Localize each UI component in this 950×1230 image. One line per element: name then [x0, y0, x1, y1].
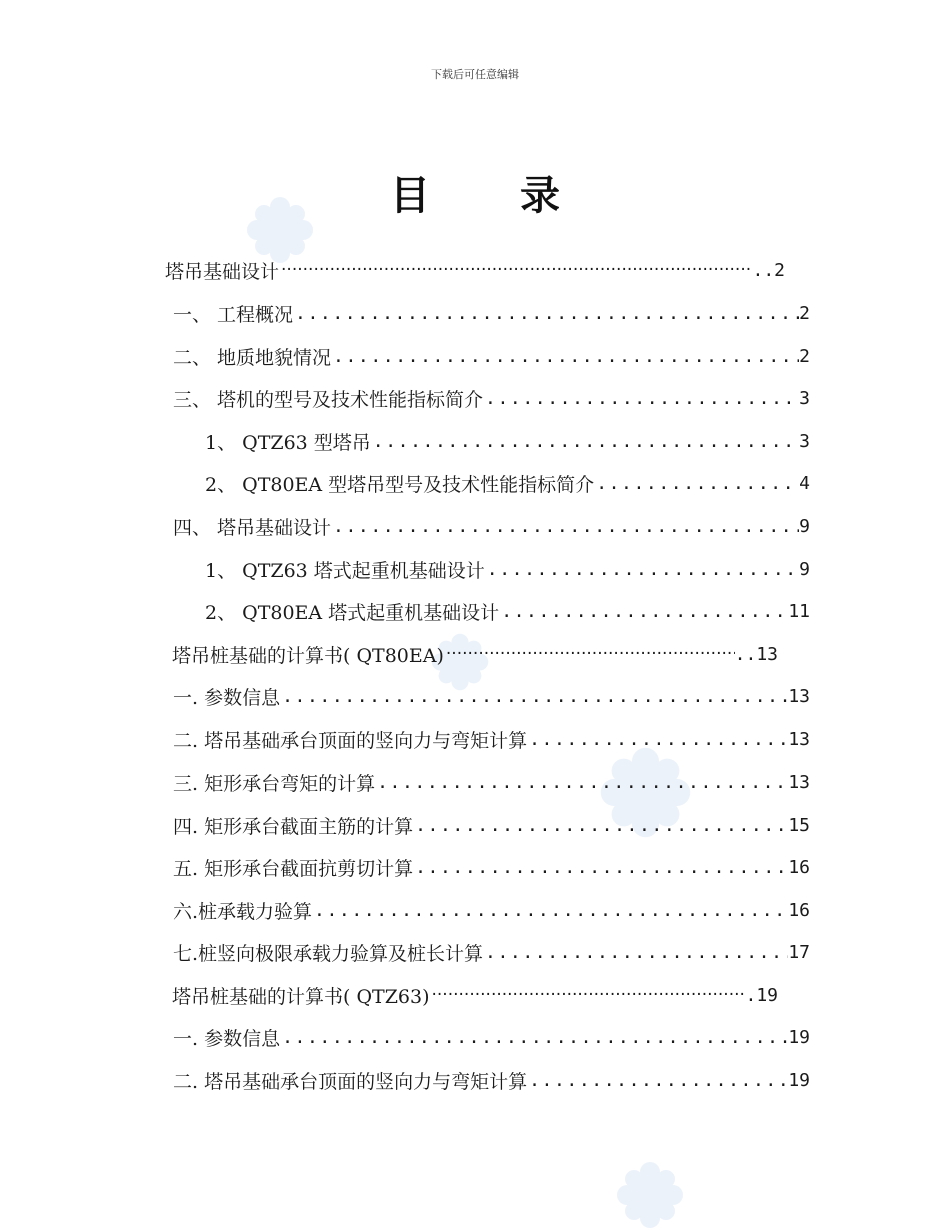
toc-dot-leader [375, 772, 788, 793]
toc-entry-page: 13 [788, 685, 810, 707]
toc-entry-page: 9 [799, 515, 810, 537]
toc-entry[interactable] [205, 552, 810, 586]
toc-entry-page: 3 [799, 387, 810, 409]
toc-entry[interactable] [173, 339, 810, 373]
toc-entry-page: 9 [799, 558, 810, 580]
toc-entry[interactable] [173, 765, 810, 799]
toc-entry-page: 16 [788, 899, 810, 921]
toc-entry[interactable] [173, 381, 810, 415]
toc-entry[interactable] [173, 509, 810, 543]
toc-entry[interactable] [173, 1063, 810, 1097]
toc-entry-label: 2、 QT80EA 塔式起重机基础设计 [205, 601, 500, 624]
toc-entry-label: 塔吊桩基础的计算书( QT80EA) [172, 644, 444, 667]
toc-entry[interactable] [173, 893, 810, 927]
toc-entry-page: 16 [788, 856, 810, 878]
toc-entry-label: 二、 地质地貌情况 [173, 346, 332, 369]
toc-entry[interactable] [173, 850, 810, 884]
toc-entry-label: 1、 QTZ63 塔式起重机基础设计 [205, 559, 485, 582]
toc-entry-label: 七.桩竖向极限承载力验算及桩长计算 [173, 942, 484, 965]
toc-dot-leader [594, 473, 799, 494]
toc-entry-page: ..2 [752, 259, 785, 281]
toc-entry[interactable] [205, 466, 810, 500]
toc-entry[interactable] [173, 1020, 810, 1054]
toc-entry-page: 2 [799, 302, 810, 324]
toc-entry[interactable] [173, 679, 810, 713]
toc-entry-label: 1、 QTZ63 型塔吊 [205, 431, 371, 454]
toc-dot-leader [527, 1070, 788, 1091]
toc-entry-label: 四. 矩形承台截面主筋的计算 [173, 815, 414, 838]
toc-entry[interactable] [173, 808, 810, 842]
toc-entry-label: 六.桩承载力验算 [173, 900, 313, 923]
toc-entry-page: 19 [788, 1069, 810, 1091]
toc-entry-label: 二. 塔吊基础承台顶面的竖向力与弯矩计算 [173, 729, 528, 752]
toc-dot-leader [444, 644, 735, 664]
toc-entry[interactable] [173, 935, 810, 969]
toc-entry[interactable] [172, 978, 778, 1012]
toc-entry-label: 二. 塔吊基础承台顶面的竖向力与弯矩计算 [173, 1070, 528, 1093]
toc-entry-label: 三、 塔机的型号及技术性能指标简介 [173, 388, 484, 411]
toc-dot-leader [331, 516, 799, 537]
toc-dot-leader [371, 431, 799, 452]
toc-entry-page: 3 [799, 430, 810, 452]
toc-entry-page: 4 [799, 472, 810, 494]
toc-dot-leader [293, 303, 799, 324]
toc-entry-page: 11 [788, 600, 810, 622]
toc-entry-page: 13 [788, 771, 810, 793]
toc-entry[interactable] [173, 722, 810, 756]
toc-entry-label: 2、 QT80EA 型塔吊型号及技术性能指标简介 [205, 473, 595, 496]
toc-entry-label: 五. 矩形承台截面抗剪切计算 [173, 857, 414, 880]
toc-dot-leader [280, 1027, 788, 1048]
toc-dot-leader [483, 388, 799, 409]
toc-entry[interactable] [165, 253, 785, 287]
toc-dot-leader [413, 815, 788, 836]
toc-entry-label: 塔吊桩基础的计算书( QTZ63) [172, 985, 430, 1008]
toc-dot-leader [312, 900, 788, 921]
toc-dot-leader [430, 985, 746, 1005]
toc-dot-leader [279, 260, 752, 280]
toc-entry-page: 13 [788, 728, 810, 750]
toc-entry[interactable] [205, 594, 810, 628]
toc-entry[interactable] [172, 637, 778, 671]
toc-dot-leader [331, 346, 799, 367]
watermark-flower-icon [615, 1160, 685, 1230]
toc-entry-label: 一、 工程概况 [173, 303, 294, 326]
toc-entry-page: 17 [788, 941, 810, 963]
toc-entry-page: ..13 [734, 643, 778, 665]
toc-entry-label: 四、 塔吊基础设计 [173, 516, 332, 539]
toc-entry[interactable] [205, 424, 810, 458]
toc-entry-label: 一. 参数信息 [173, 1027, 281, 1050]
toc-dot-leader [485, 559, 799, 580]
toc-entry-page: 15 [788, 814, 810, 836]
toc-entry-page: 2 [799, 345, 810, 367]
toc-entry-label: 一. 参数信息 [173, 686, 281, 709]
toc-entry-page: .19 [745, 984, 778, 1006]
toc-entry-page: 19 [788, 1026, 810, 1048]
toc-title: 目录 [390, 173, 650, 219]
toc-entry-label: 三. 矩形承台弯矩的计算 [173, 772, 376, 795]
toc-dot-leader [499, 601, 788, 622]
toc-entry-label: 塔吊基础设计 [165, 260, 280, 283]
header-note: 下载后可任意编辑 [431, 68, 519, 81]
toc-dot-leader [280, 686, 788, 707]
toc-dot-leader [527, 729, 788, 750]
toc-entry[interactable] [173, 296, 810, 330]
toc-dot-leader [413, 857, 788, 878]
toc-dot-leader [483, 942, 788, 963]
